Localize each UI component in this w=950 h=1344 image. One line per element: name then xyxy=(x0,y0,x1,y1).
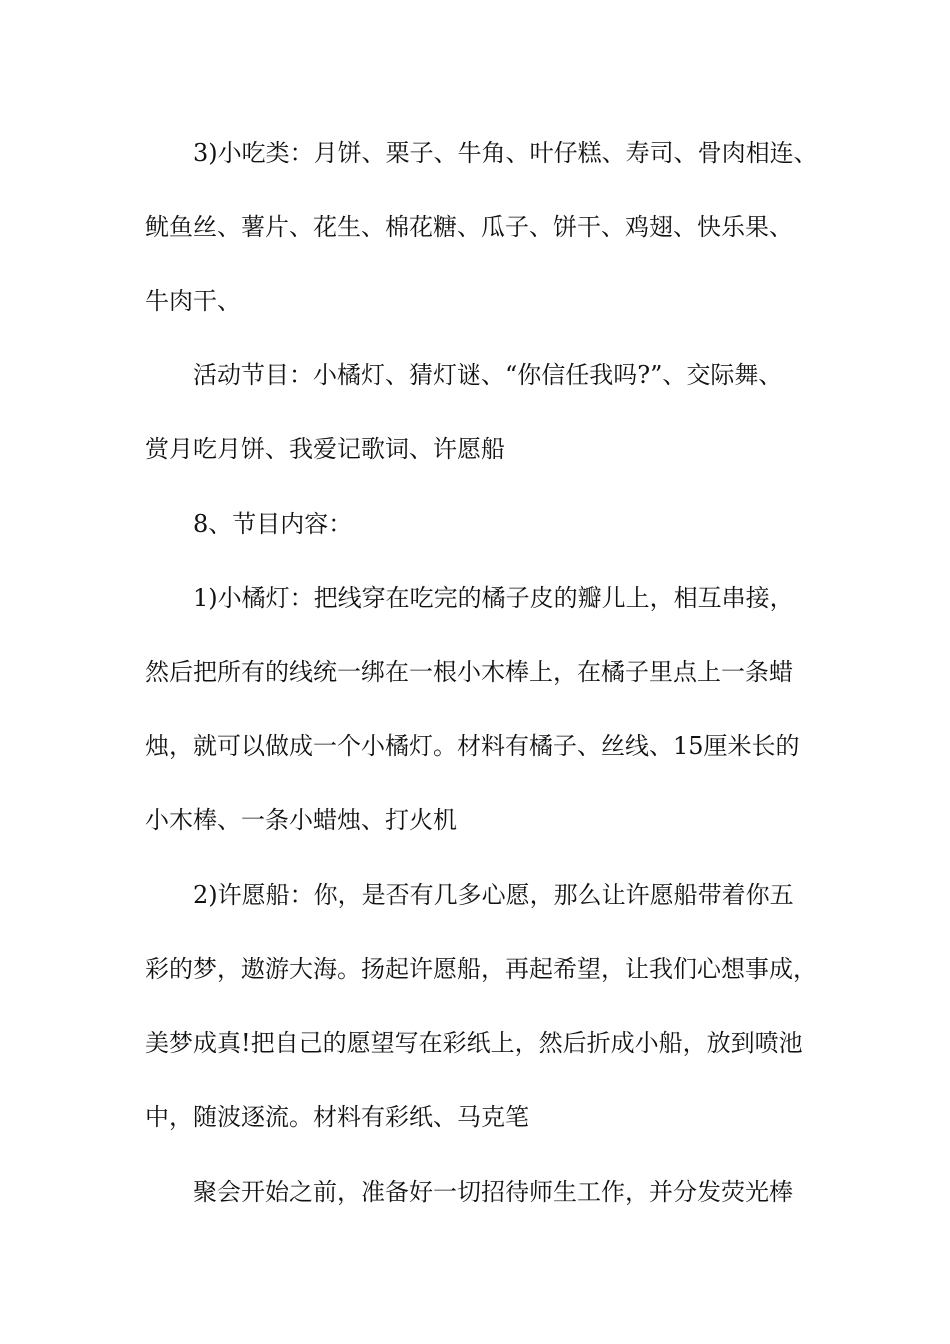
text-line-lantern-3: 烛，就可以做成一个小橘灯。材料有橘子、丝线、15厘米长的 xyxy=(145,732,800,760)
text-line-boat-3: 美梦成真!把自己的愿望写在彩纸上，然后折成小船，放到喷池 xyxy=(145,1029,803,1057)
text-line-preparation: 聚会开始之前，准备好一切招待师生工作，并分发荧光棒 xyxy=(193,1178,793,1206)
text-line-lantern-1: 1)小橘灯：把线穿在吃完的橘子皮的瓣儿上，相互串接， xyxy=(193,584,794,612)
section-heading-program: 8、节目内容： xyxy=(193,510,353,538)
text-line-boat-2: 彩的梦，遨游大海。扬起许愿船，再起希望，让我们心想事成， xyxy=(145,955,817,983)
text-line-lantern-2: 然后把所有的线统一绑在一根小木棒上，在橘子里点上一条蜡 xyxy=(145,658,793,686)
text-line-boat-4: 中，随波逐流。材料有彩纸、马克笔 xyxy=(145,1103,529,1131)
text-line-activities-2: 赏月吃月饼、我爱记歌词、许愿船 xyxy=(145,435,505,463)
text-line-boat-1: 2)许愿船：你，是否有几多心愿，那么让许愿船带着你五 xyxy=(193,881,794,909)
text-line-snacks-2: 鱿鱼丝、薯片、花生、棉花糖、瓜子、饼干、鸡翅、快乐果、 xyxy=(145,213,793,241)
text-line-snacks-3: 牛肉干、 xyxy=(145,287,241,315)
text-line-snacks-1: 3)小吃类：月饼、栗子、牛角、叶仔糕、寿司、骨肉相连、 xyxy=(193,139,818,167)
text-line-activities-1: 活动节目：小橘灯、猜灯谜、“你信任我吗?”、交际舞、 xyxy=(193,361,783,389)
text-line-lantern-4: 小木棒、一条小蜡烛、打火机 xyxy=(145,806,457,834)
